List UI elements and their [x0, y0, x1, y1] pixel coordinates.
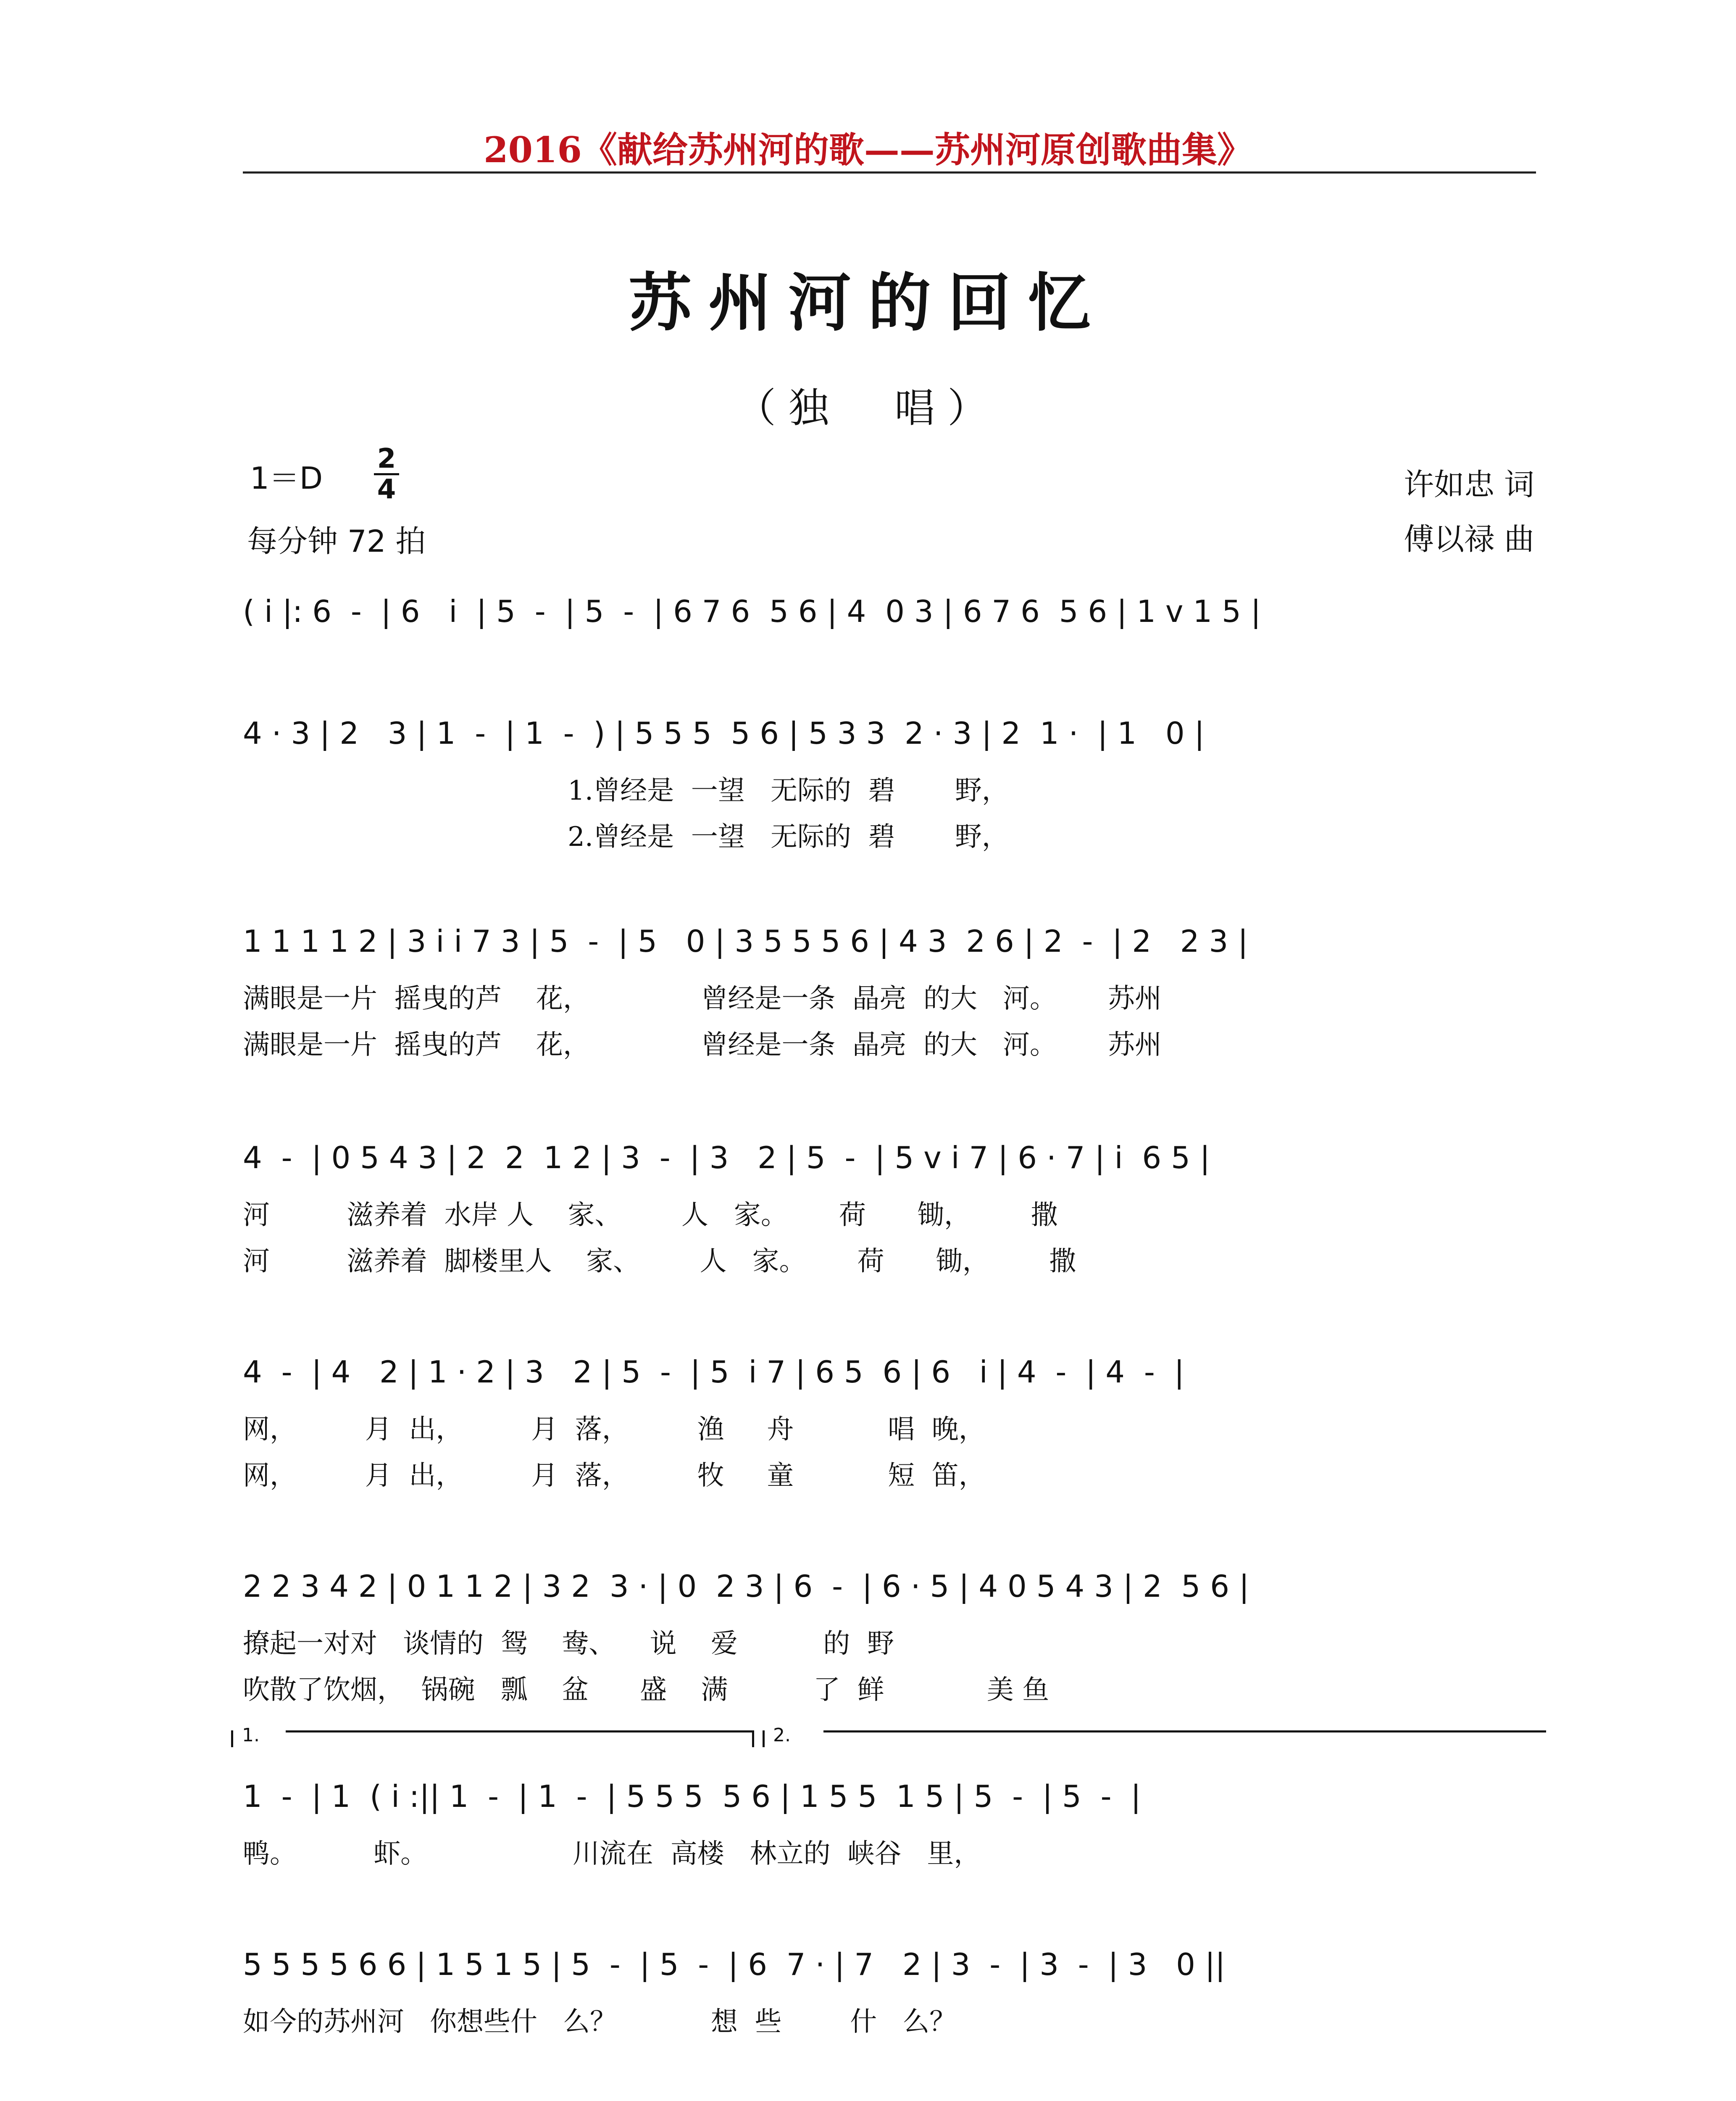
song-title: 苏州河的回忆 [628, 266, 1107, 340]
volta-1-label: 1. [242, 1725, 260, 1746]
lyric-verse-2: 吹散了饮烟， 锅碗 瓢 盆 盛 满 了 鲜 美 鱼 [243, 1674, 1049, 1706]
lyric-verse-1: 网， 月 出， 月 落， 渔 舟 唱 晚， [243, 1414, 986, 1445]
lyric-verse-1: 撩起一对对 谈情的 鸳 鸯、 说 爱 的 野 [243, 1628, 894, 1659]
notes-line: 4 - | 0 5 4 3 | 2 2 1 2 | 3 - | 3 2 | 5 - | 5 v i 7 | 6 · 7 | i 6 5 | [243, 1140, 1210, 1175]
volta-1-start [231, 1730, 233, 1747]
collection-title: 2016《献给苏州河的歌——苏州河原创歌曲集》 [484, 129, 1252, 171]
lyric-verse-2: 满眼是一片 摇曳的芦 花， 曾经是一条 晶亮 的大 河。 苏州 [243, 1029, 1162, 1061]
lyric-verse-1: 鸭。 虾。 川流在 高楼 林立的 峡谷 里， [243, 1838, 981, 1869]
notes-line: 4 - | 4 2 | 1 · 2 | 3 2 | 5 - | 5 i 7 | 6 5 6 | 6 i | 4 - | 4 - | [243, 1354, 1184, 1390]
lyric-verse-1: 河 滋养着 水岸 人 家、 人 家。 荷 锄， 撒 [243, 1200, 1058, 1231]
volta-1-end [752, 1730, 754, 1747]
notes-line: 1 - | 1 ( i :|| 1 - | 1 - | 5 5 5 5 6 | 1 5 5 1 5 | 5 - | 5 - | [243, 1779, 1141, 1814]
time-signature-top: 2 [377, 443, 396, 474]
volta-brackets [227, 1723, 1550, 1748]
notes-line: ( i |: 6 - | 6 i | 5 - | 5 - | 6 7 6 5 6 | 4 0 3 | 6 7 6 5 6 | 1 v 1 5 | [243, 594, 1261, 629]
time-signature [374, 445, 399, 503]
lyric-verse-1: 满眼是一片 摇曳的芦 花， 曾经是一条 晶亮 的大 河。 苏州 [243, 983, 1162, 1014]
lyricist-credit: 许如忠 词 [1404, 467, 1534, 502]
notes-line: 5 5 5 5 6 6 | 1 5 1 5 | 5 - | 5 - | 6 7 · | 7 2 | 3 - | 3 - | 3 0 || [243, 1947, 1226, 1982]
tempo-marking: 每分钟 72 拍 [247, 524, 426, 559]
lyric-verse-2: 河 滋养着 脚楼里人 家、 人 家。 荷 锄， 撒 [243, 1246, 1076, 1277]
lyric-verse-2: 网， 月 出， 月 落， 牧 童 短 笛， [243, 1460, 986, 1491]
notes-line: 1 1 1 1 2 | 3 i i 7 3 | 5 - | 5 0 | 3 5 5 5 6 | 4 3 2 6 | 2 - | 2 2 3 | [243, 924, 1248, 959]
notes-line: 2 2 3 4 2 | 0 1 1 2 | 3 2 3 · | 0 2 3 | 6 - | 6 · 5 | 4 0 5 4 3 | 2 5 6 | [243, 1569, 1249, 1604]
notes-line: 4 · 3 | 2 3 | 1 - | 1 - ) | 5 5 5 5 6 | 5 3 3 2 · 3 | 2 1 · | 1 0 | [243, 716, 1205, 751]
song-subtitle: （独 唱） [736, 384, 1000, 432]
volta-1-line [286, 1730, 754, 1732]
header-divider [243, 171, 1536, 174]
lyric-verse-2: 2.曾经是 一望 无际的 碧 野， [243, 821, 1009, 853]
key-signature: 1＝D [250, 461, 323, 496]
composer-credit: 傅以禄 曲 [1404, 521, 1534, 557]
volta-2-label: 2. [773, 1725, 791, 1746]
time-signature-bottom: 4 [377, 474, 396, 505]
volta-2-line [823, 1730, 1546, 1732]
lyric-verse-1: 1.曾经是 一望 无际的 碧 野， [243, 775, 1009, 806]
lyric-verse-1: 如今的苏州河 你想些什 么？ 想 些 什 么？ [243, 2006, 957, 2038]
volta-2-start [763, 1730, 765, 1747]
